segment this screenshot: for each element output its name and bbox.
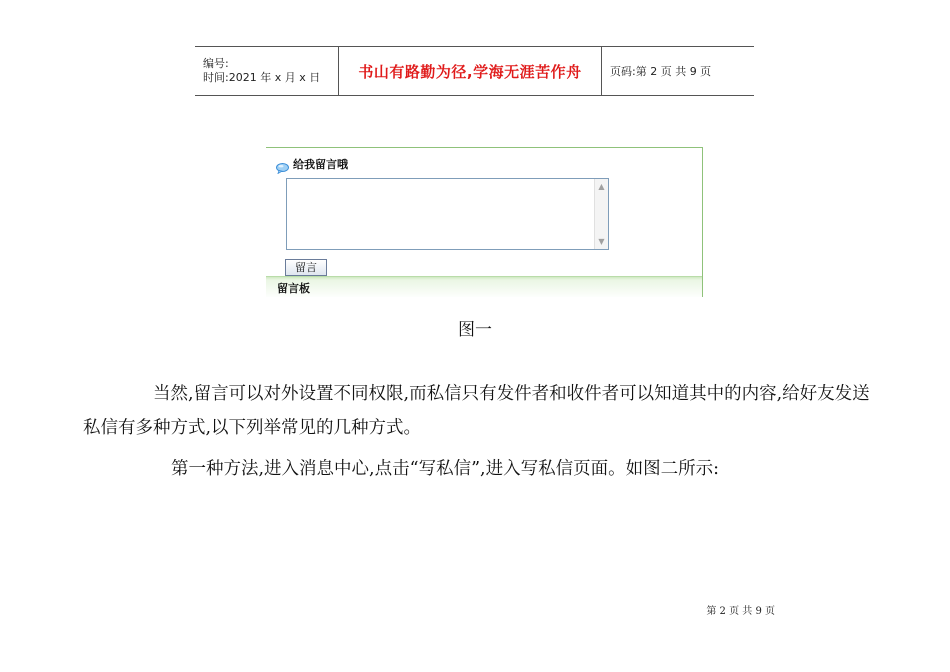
guestbook-figure (266, 147, 703, 297)
body-paragraph: 第一种方法,进入消息中心,点击“写私信”,进入写私信页面。如图二所示: (171, 459, 719, 479)
chevron-down-icon[interactable]: ▼ (598, 237, 605, 246)
header-page-cell (602, 47, 754, 95)
header-meta-cell (195, 47, 338, 95)
speech-bubble-icon (276, 159, 289, 170)
page-footer: 第 2 页 共 9 页 (706, 606, 775, 617)
guestbook-title: 给我留言哦 (293, 158, 348, 171)
header-page-code: 页码:第 2 页 共 9 页 (610, 65, 712, 78)
header-motto: 书山有路勤为径,学海无涯苦作舟 (358, 62, 582, 81)
message-textarea[interactable] (286, 178, 609, 250)
header-motto-cell (338, 47, 602, 95)
textarea-scrollbar[interactable] (594, 179, 608, 249)
submit-message-button[interactable]: 留言 (285, 259, 327, 276)
body-paragraph: 当然,留言可以对外设置不同权限,而私信只有发件者和收件者可以知道其中的内容,给好友发送私信有多种方式,以下列举常见的几种方式。 (83, 384, 870, 438)
message-board-label: 留言板 (277, 282, 310, 295)
figure-caption: 图一 (458, 320, 492, 340)
chevron-up-icon[interactable]: ▲ (598, 182, 605, 191)
guestbook-title-row (276, 156, 348, 172)
document-number-label: 编号: (203, 57, 229, 70)
document-date-label: 时间:2021 年 x 月 x 日 (203, 71, 321, 84)
document-header (195, 46, 754, 96)
message-board-bar (266, 276, 702, 297)
